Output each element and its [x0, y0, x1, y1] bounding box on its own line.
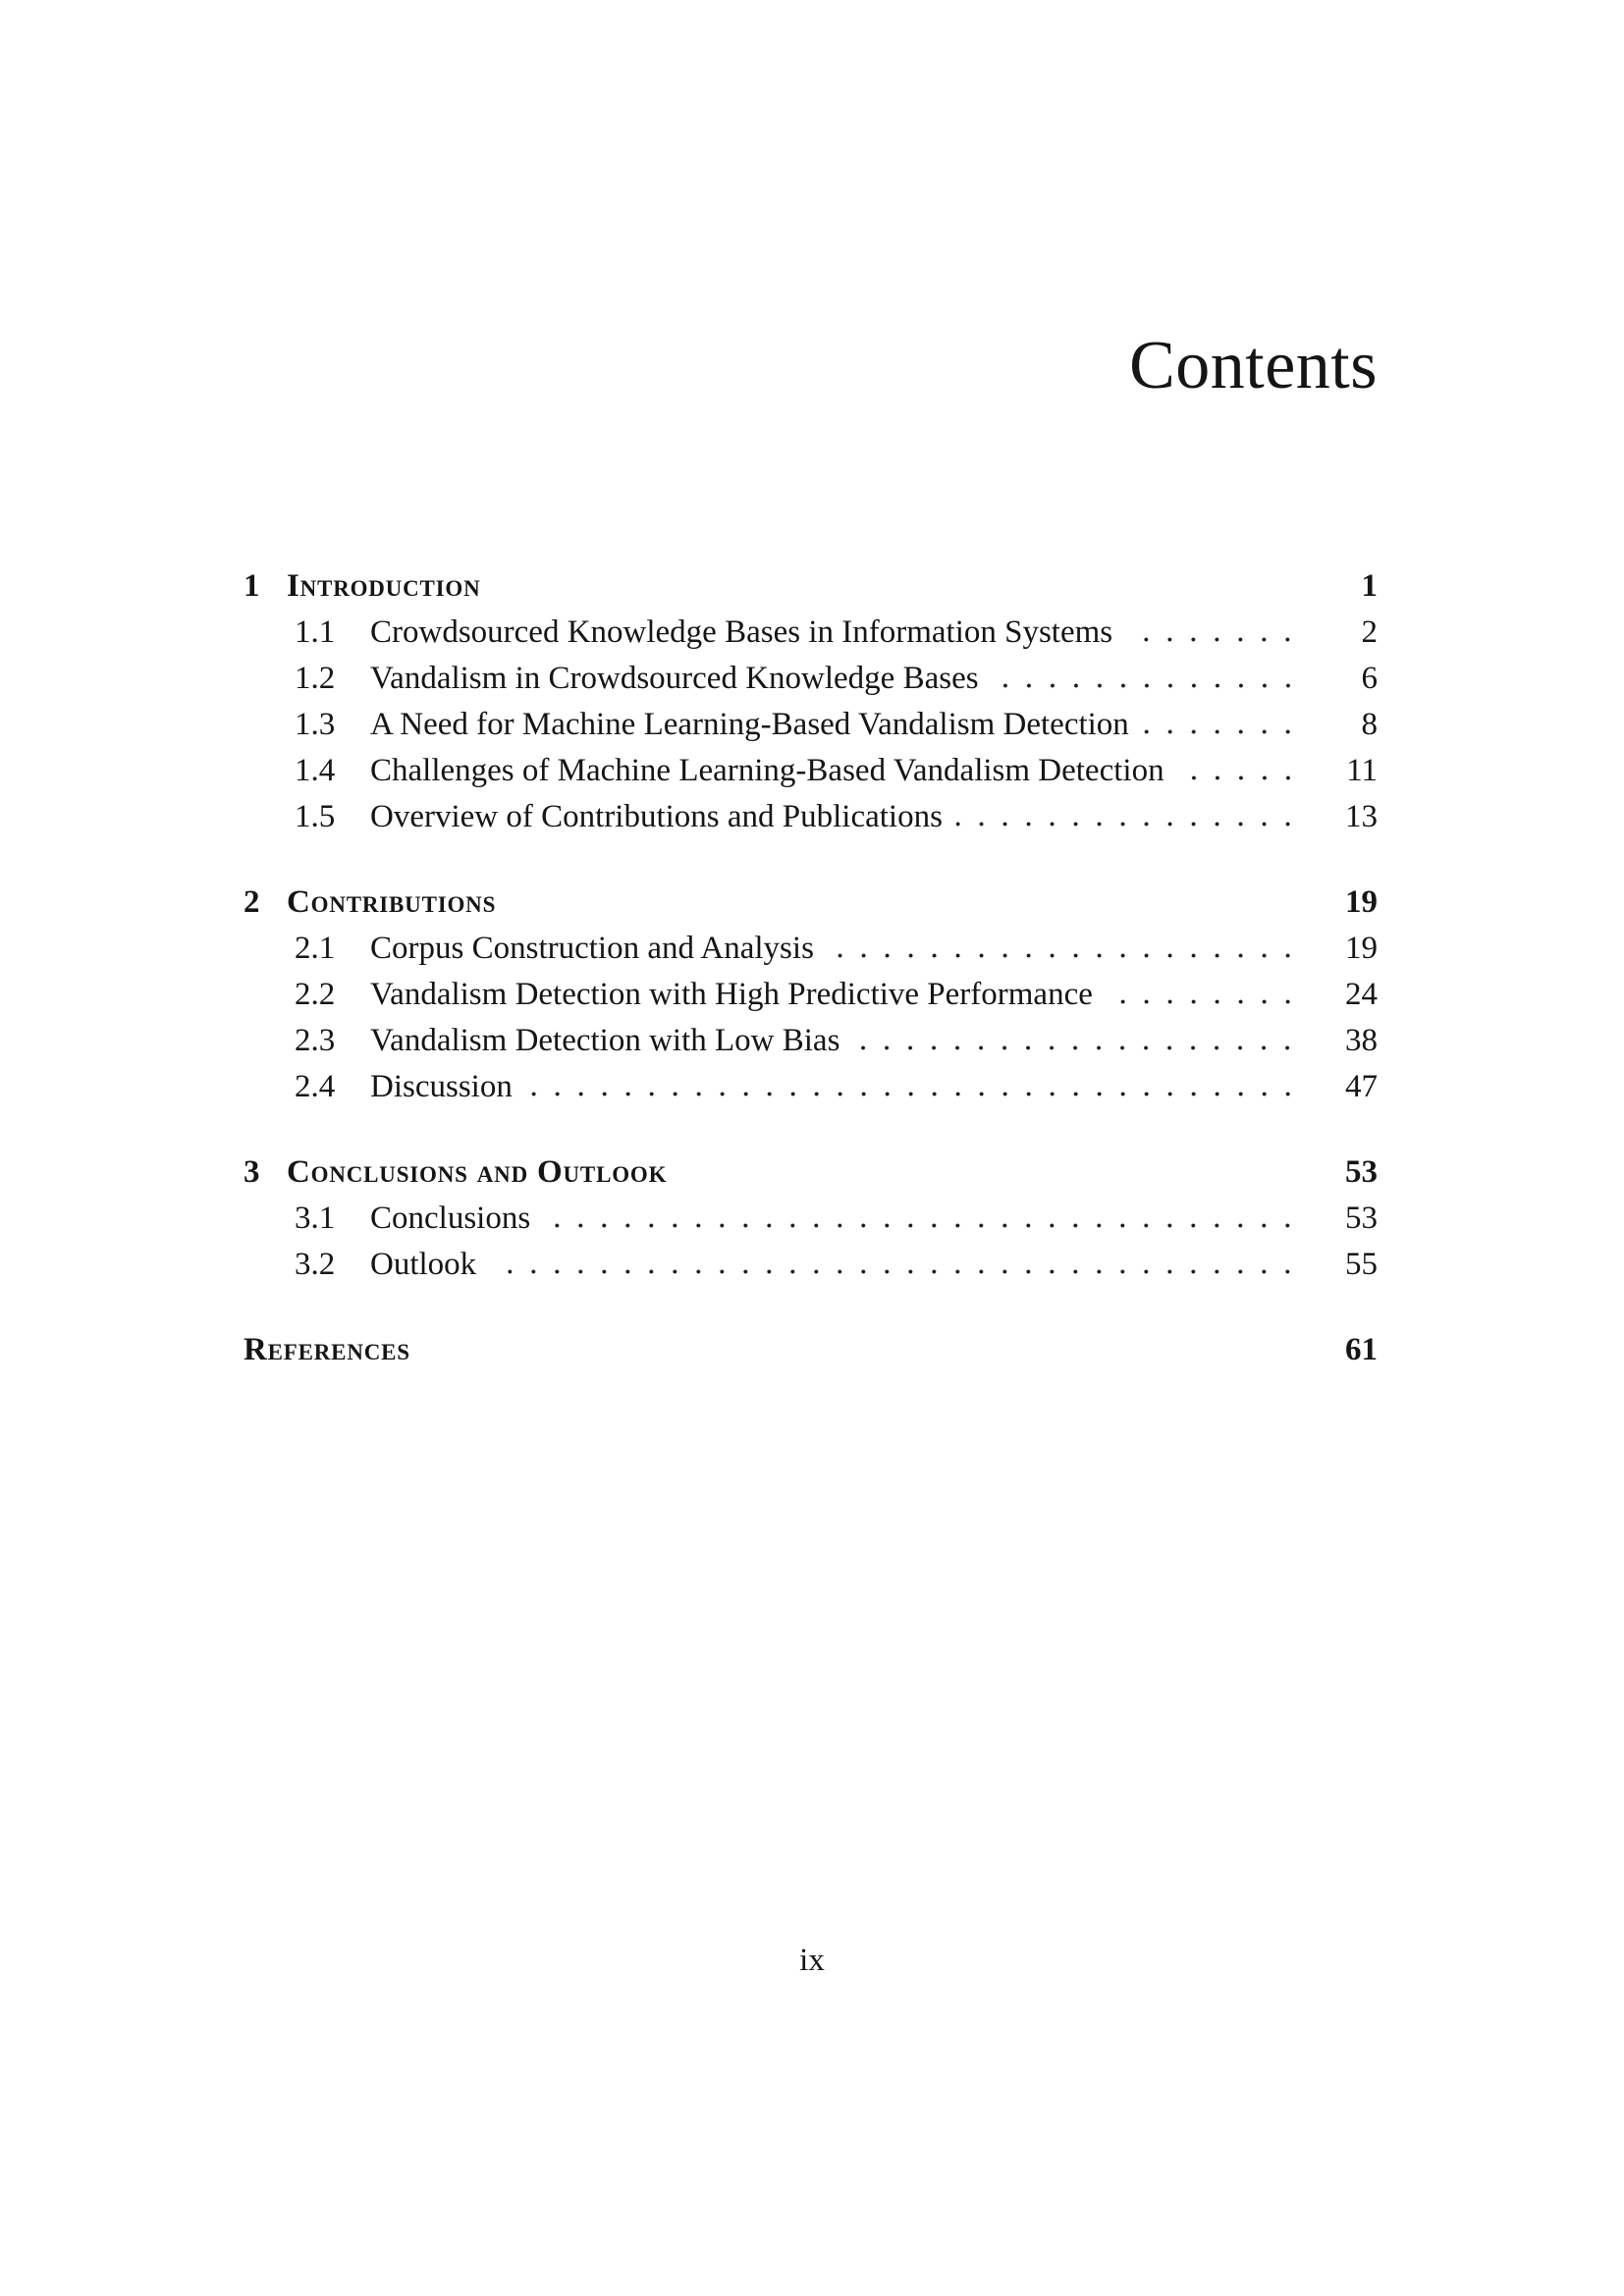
section-title: Overview of Contributions and Publications — [370, 799, 943, 834]
dot-leader — [828, 953, 1309, 958]
toc-section-row[interactable] — [244, 748, 1378, 794]
toc-section-row[interactable] — [244, 702, 1378, 748]
dot-leader — [1143, 729, 1309, 734]
dot-leader — [1126, 637, 1309, 642]
section-page-number: 11 — [1346, 753, 1378, 788]
toc-references-row[interactable] — [244, 1327, 1378, 1373]
chapter-number: 3 — [244, 1154, 260, 1190]
section-number: 2.2 — [295, 977, 336, 1012]
section-page-number: 24 — [1345, 977, 1378, 1012]
toc-section-row[interactable] — [244, 1018, 1378, 1064]
toc-chapter-row[interactable] — [244, 563, 1378, 610]
chapter-page-number: 19 — [1345, 884, 1378, 920]
section-title: Conclusions — [370, 1201, 531, 1236]
section-number: 1.3 — [295, 707, 336, 742]
section-number: 3.2 — [295, 1247, 336, 1282]
dot-leader — [490, 1269, 1309, 1274]
section-title: Vandalism Detection with High Predictive Performance — [370, 977, 1093, 1012]
section-title: Discussion — [370, 1069, 513, 1104]
chapter-title: Contributions — [287, 884, 497, 920]
chapter-page-number: 53 — [1345, 1154, 1378, 1190]
toc-section-row[interactable] — [244, 1196, 1378, 1242]
references-title: References — [244, 1332, 410, 1367]
toc-section-row[interactable] — [244, 1064, 1378, 1110]
toc-section-row[interactable] — [244, 1242, 1378, 1288]
references-group — [244, 1327, 1378, 1373]
section-title: A Need for Machine Learning-Based Vandalism Detection — [370, 707, 1129, 742]
dot-leader — [993, 683, 1309, 688]
toc-section-row[interactable] — [244, 610, 1378, 656]
toc-chapter-row[interactable] — [244, 880, 1378, 926]
section-page-number: 6 — [1361, 661, 1378, 696]
section-page-number: 47 — [1345, 1069, 1378, 1104]
references-page-number: 61 — [1345, 1332, 1378, 1367]
section-title: Crowdsourced Knowledge Bases in Information Systems — [370, 614, 1113, 650]
section-page-number: 8 — [1361, 707, 1378, 742]
section-page-number: 55 — [1345, 1247, 1378, 1282]
section-title: Vandalism in Crowdsourced Knowledge Bases — [370, 661, 979, 696]
section-title: Corpus Construction and Analysis — [370, 931, 814, 966]
section-title: Outlook — [370, 1247, 477, 1282]
dot-leader — [1107, 999, 1309, 1004]
section-page-number: 19 — [1345, 931, 1378, 966]
section-page-number: 2 — [1361, 614, 1378, 650]
chapter-group-3 — [244, 1149, 1378, 1288]
page-title: Contents — [1129, 328, 1378, 403]
chapter-title: Conclusions and Outlook — [287, 1154, 668, 1190]
section-number: 1.2 — [295, 661, 336, 696]
section-page-number: 53 — [1345, 1201, 1378, 1236]
section-number: 2.3 — [295, 1023, 336, 1058]
chapter-number: 2 — [244, 884, 260, 920]
chapter-page-number: 1 — [1361, 568, 1378, 604]
section-number: 2.4 — [295, 1069, 336, 1104]
dot-leader — [1178, 775, 1309, 780]
chapter-title: Introduction — [287, 568, 481, 604]
dot-leader — [956, 822, 1309, 827]
section-number: 1.1 — [295, 614, 336, 650]
toc-section-row[interactable] — [244, 972, 1378, 1018]
chapter-number: 1 — [244, 568, 260, 604]
section-title: Challenges of Machine Learning-Based Vandalism Detection — [370, 753, 1164, 788]
page-footer-number: ix — [799, 1943, 825, 1978]
section-title: Vandalism Detection with Low Bias — [370, 1023, 840, 1058]
toc-section-row[interactable] — [244, 926, 1378, 972]
section-number: 3.1 — [295, 1201, 336, 1236]
chapter-group-2 — [244, 880, 1378, 1110]
dot-leader — [526, 1092, 1309, 1096]
section-number: 1.4 — [295, 753, 336, 788]
section-number: 1.5 — [295, 799, 336, 834]
section-page-number: 38 — [1345, 1023, 1378, 1058]
dot-leader — [853, 1045, 1309, 1050]
section-page-number: 13 — [1345, 799, 1378, 834]
table-of-contents — [244, 563, 1378, 1373]
toc-chapter-row[interactable] — [244, 1149, 1378, 1196]
dot-leader — [544, 1223, 1309, 1228]
chapter-group-1 — [244, 563, 1378, 840]
toc-section-row[interactable] — [244, 794, 1378, 840]
section-number: 2.1 — [295, 931, 336, 966]
toc-section-row[interactable] — [244, 656, 1378, 702]
